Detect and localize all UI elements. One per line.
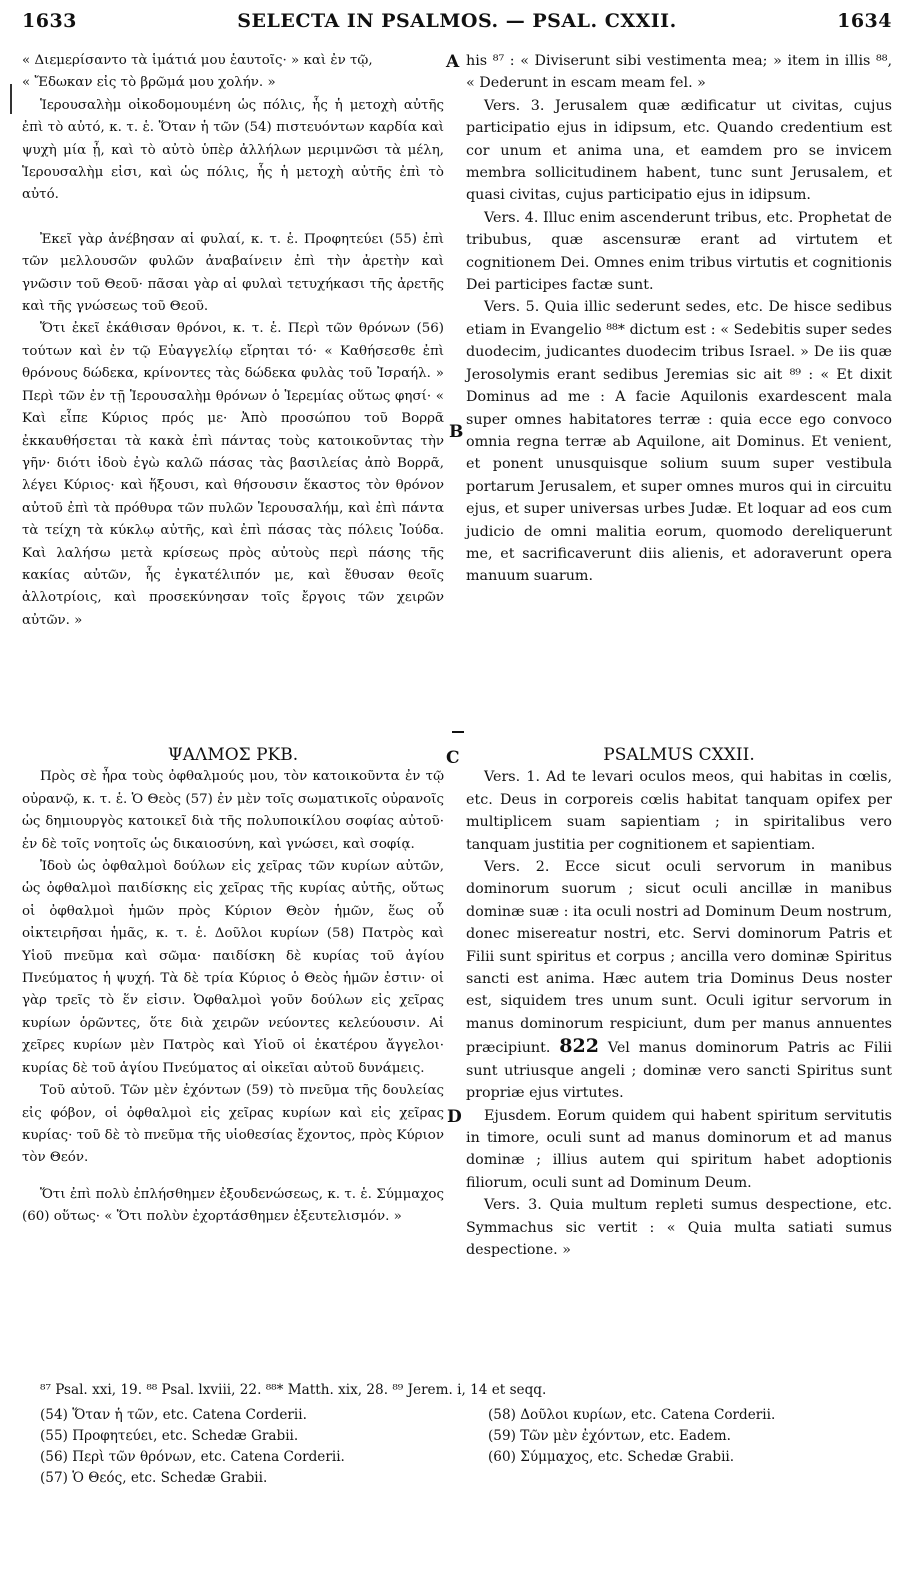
column-number: 822 <box>559 1035 599 1058</box>
greek-paragraph: Πρὸς σὲ ἦρα τοὺς ὀφθαλμούς μου, τὸν κατοικοῦντα ἐν τῷ οὐρανῷ, κ. τ. ἑ. Ὁ Θεὸς (57) ἐν μὲν τοῖς σωματικοῖς οὐρανοῖς ὡς δημιουργὸς κατοικεῖ διὰ τῆς πολυποικίλου σοφίας αὐτοῦ· ἐν δὲ τοῖς νοητοῖς ὡς δικαιοσύνη, καὶ γνώσει, καὶ σοφίᾳ. <box>22 769 444 852</box>
margin-letter-c: C <box>446 748 460 768</box>
greek-paragraph: Τοῦ αὐτοῦ. Τῶν μὲν ἐχόντων (59) τὸ πνεῦμα τῆς δουλείας εἰς φόβον, οἱ ὀφθαλμοὶ εἰς χεῖρας κυρίων καὶ εἰς χεῖρας κυρίας· τοῦ δὲ τὸ πνεῦμα τῆς υἱοθεσίας ἔχοντος, πρὸς Κύριον τὸν Θεόν. <box>22 1083 444 1166</box>
greek-paragraph: Ὅτι ἐπὶ πολὺ ἐπλήσθημεν ἐξουδενώσεως, κ. τ. ἑ. Σύμμαχος (60) οὕτως· « Ὅτι πολὺν ἐχορτάσθημεν ἐξευτελισμόν. » <box>22 1186 444 1225</box>
latin-paragraph: Vers. 5. Quia illic sederunt sedes, etc. De hisce sedibus etiam in Evangelio ⁸⁸* dictum est : « Sedebitis super sedes duodecim, judicantes duodecim tribus Israel. » De iis quæ Jerosolymis erant sedibus Jeremias sic ait ⁸⁹ : « Et dixit Dominus ad me : A facie Aquilonis exardescent mala super omnes habitatores terræ : quia ecce ego convoco omnia regna terræ ab Aquilone, ait Dominus. Et venient, et ponent unusquisque solium suum super vestibula portarum Jerusalem, et super omnes muros qui in circuitu ejus, et super universas urbes Judæ. Et loquar ad eos cum judicio de omni malitia eorum, quomodo dereliquerunt me, et sacrificaverunt diis alienis, et adoraverunt opera manuum suarum. <box>466 299 892 585</box>
latin-paragraph: Vers. 3. Jerusalem quæ ædificatur ut civitas, cujus participatio ejus in idipsum, etc. Quando credentium est cor unum et anima una, et eamdem pro se invicem membra sollicitudinem habent, tunc sunt Jerusalem, et quasi civitas, cujus participatio ejus in idipsum. <box>466 97 892 204</box>
greek-line: « Διεμερίσαντο τὰ ἱμάτιά μου ἑαυτοῖς· » καὶ ἐν τῷ, <box>22 53 373 68</box>
footnote: (60) Σύμμαχος, etc. Schedæ Grabii. <box>488 1449 735 1465</box>
right-page-number: 1634 <box>837 10 892 32</box>
latin-paragraph <box>466 856 892 1104</box>
latin-paragraph: Vers. 4. Illuc enim ascenderunt tribus, etc. Prophetat de tribubus, quæ ascensuræ erant ad virtutem et cognitionem Dei. Omnes enim tribus virtutis et cognitionis Dei participes factæ sunt. <box>466 209 892 294</box>
latin-column-lower <box>466 744 892 1261</box>
running-title: SELECTA IN PSALMOS. — PSAL. CXXII. <box>237 10 677 32</box>
greek-paragraph: Ἱερουσαλὴμ οἰκοδομουμένη ὡς πόλις, ἧς ἡ μετοχὴ αὐτῆς ἐπὶ τὸ αὐτό, κ. τ. ἑ. Ὅταν ἡ τῶν (54) πιστευόντων καρδία καὶ ψυχὴ μία ᾖ, καὶ τὸ αὐτὸ ὑπὲρ ἀλλήλων μεριμνῶσι τὰ μέλη, Ἱερουσαλὴμ εἰσι, καὶ ὡς πόλις, ἧς ἡ μετοχὴ αὐτῆς ἐπὶ τὸ αὐτό. <box>22 97 444 203</box>
column-divider-dash <box>452 731 464 733</box>
latin-psalm-title: PSALMUS CXXII. <box>603 745 755 765</box>
margin-letter-b: B <box>449 422 464 442</box>
latin-paragraph: Vers. 3. Quia multum repleti sumus despectione, etc. Symmachus sic vertit : « Quia multa satiati sumus despectione. » <box>466 1197 892 1258</box>
footnote: (55) Προφητεύει, etc. Schedæ Grabii. <box>40 1428 299 1444</box>
footnote: (58) Δοῦλοι κυρίων, etc. Catena Corderii. <box>488 1407 776 1423</box>
greek-paragraph: Ἐκεῖ γὰρ ἀνέβησαν αἱ φυλαί, κ. τ. ἑ. Προφητεύει (55) ἐπὶ τῶν μελλουσῶν φυλῶν ἀναβαίνειν ἐπὶ τὴν ἀρετὴν καὶ γνῶσιν τοῦ Θεοῦ· πᾶσαι γὰρ αἱ φυλαὶ τετυχήκασι τῆς ἀρετῆς καὶ τῆς γνώσεως τοῦ Θεοῦ. <box>22 231 444 315</box>
latin-text: Vel manus dominorum Patris ac Filii sunt utriusque angeli ; dominæ vero sancti Spiritus sunt propriæ ejus virtutes. <box>466 1040 893 1102</box>
latin-paragraph: Ejusdem. Eorum quidem qui habent spiritum servitutis in timore, oculi sunt ad manus dominorum et ad manus dominæ ; illius autem qui spiritum habet adoptionis filiorum, oculi sunt ad Dominum Deum. <box>466 1107 892 1191</box>
greek-psalm-title: ΨΑΛΜΟΣ ΡΚΒ. <box>167 745 299 765</box>
greek-paragraph: Ἰδοὺ ὡς ὀφθαλμοὶ δούλων εἰς χεῖρας τῶν κυρίων αὐτῶν, ὡς ὀφθαλμοὶ παιδίσκης εἰς χεῖρας τῆς κυρίας αὐτῆς, οὕτως οἱ ὀφθαλμοὶ ἡμῶν πρὸς Κύριον Θεὸν ἡμῶν, ἕως οὗ οἰκτειρῆσαι ἡμᾶς, κ. τ. ἑ. Δοῦλοι κυρίων (58) Πατρὸς καὶ Υἱοῦ πνεῦμα καὶ σῶμα· παιδίσκη δὲ κυρίας τοῦ ἁγίου Πνεύματος ἡ ψυχή. Τὰ δὲ τρία Κύριος ὁ Θεὸς ἡμῶν ἐστιν· οἱ γὰρ τρεῖς τὸ ἕν εἰσιν. Ὀφθαλμοὶ γοῦν δούλων εἰς χεῖρας κυρίων ὁρῶντες, ὅτε διὰ χειρῶν νεύοντες κελεύουσιν. Αἱ χεῖρες κυρίων μὲν Πατρὸς καὶ Υἱοῦ οἱ ἑκατέρου ἄγγελοι· κυρίας δὲ τοῦ ἁγίου Πνεύματος αἱ οἰκεῖαι αὐτοῦ δυνάμεις. <box>22 859 444 1076</box>
footnote: (57) Ὁ Θεός, etc. Schedæ Grabii. <box>40 1470 268 1486</box>
greek-line: « Ἔδωκαν εἰς τὸ βρῶμά μου χολήν. » <box>22 75 276 91</box>
footnote: (59) Τῶν μὲν ἐχόντων, etc. Eadem. <box>488 1428 731 1444</box>
margin-letter-a: A <box>446 52 460 72</box>
footnote: (54) Ὅταν ἡ τῶν, etc. Catena Corderii. <box>40 1407 307 1423</box>
greek-column-upper <box>22 50 444 632</box>
greek-paragraph: Ὅτι ἐκεῖ ἐκάθισαν θρόνοι, κ. τ. ἑ. Περὶ τῶν θρόνων (56) τούτων καὶ ἐν τῷ Εὐαγγελίῳ εἴρηται τό· « Καθήσεσθε ἐπὶ θρόνους δώδεκα, κρίνοντες τὰς δώδεκα φυλὰς τοῦ Ἰσραήλ. » Περὶ τῶν ἐν τῇ Ἱερουσαλὴμ θρόνων ὁ Ἱερεμίας οὕτως φησί· « Καὶ εἶπε Κύριος πρός με· Ἀπὸ προσώπου τοῦ Βορρᾶ ἐκκαυθήσεται τὰ κακὰ ἐπὶ πάντας τοὺς κατοικοῦντας τὴν γῆν· διότι ἰδοὺ ἐγὼ καλῶ πάσας τὰς βασιλείας ἀπὸ Βορρᾶ, λέγει Κύριος· καὶ ἥξουσι, καὶ θήσουσιν ἕκαστος τὸν θρόνον αὐτοῦ ἐπὶ τὰ πρόθυρα τῶν πυλῶν Ἱερουσαλήμ, καὶ ἐπὶ πάντα τὰ τείχη τὰ κύκλῳ αὐτῆς, καὶ ἐπὶ πάσας τὰς πόλεις Ἰούδα. Καὶ λαλήσω μετὰ κρίσεως πρὸς αὐτοὺς περὶ πάσης τῆς κακίας αὐτῶν, ἧς ἐγκατέλιπόν με, καὶ ἔθυσαν θεοῖς ἀλλοτρίοις, καὶ προσεκύνησαν τοῖς ἔργοις τῶν χειρῶν αὐτῶν. » <box>22 321 444 628</box>
footnotes-left <box>40 1405 440 1489</box>
margin-bracket <box>10 84 12 114</box>
running-header <box>14 10 900 36</box>
scripture-references <box>40 1380 900 1401</box>
left-page-number: 1633 <box>22 10 77 32</box>
latin-paragraph: Vers. 1. Ad te levari oculos meos, qui habitas in cœlis, etc. Deus in corporeis cœlis habitat tanquam opifex per multiplicem suam sapientiam ; in spiritalibus vero tanquam justitia per cognitionem et sapientiam. <box>466 769 892 853</box>
latin-paragraph: his ⁸⁷ : « Diviserunt sibi vestimenta mea; » item in illis ⁸⁸, « Dederunt in escam meam fel. » <box>466 53 892 92</box>
margin-letter-d: D <box>447 1107 462 1127</box>
footnote: (56) Περὶ τῶν θρόνων, etc. Catena Corderii. <box>40 1449 345 1465</box>
reference-line: ⁸⁷ Psal. xxi, 19. ⁸⁸ Psal. lxviii, 22. ⁸⁸* Matth. xix, 28. ⁸⁹ Jerem. i, 14 et seqq. <box>40 1382 547 1398</box>
greek-column-lower <box>22 744 444 1229</box>
latin-column-upper <box>466 50 892 588</box>
footnotes-right <box>488 1405 888 1468</box>
latin-text: Vers. 2. Ecce sicut oculi servorum in manibus dominorum suorum ; sicut oculi ancillæ in manibus dominæ suæ : ita oculi nostri ad Dominum Deum nostrum, donec misereatur nostri, etc. Servi dominorum Patris et Filii sunt spiritus et corpus ; ancilla vero dominæ Spiritus sancti est anima. Hæc autem tria Dominus Deus noster est, siquidem tres unum sunt. Oculi igitur servorum in manus dominorum respiciunt, dum per manus annuentes præcipiunt. <box>466 859 892 1057</box>
